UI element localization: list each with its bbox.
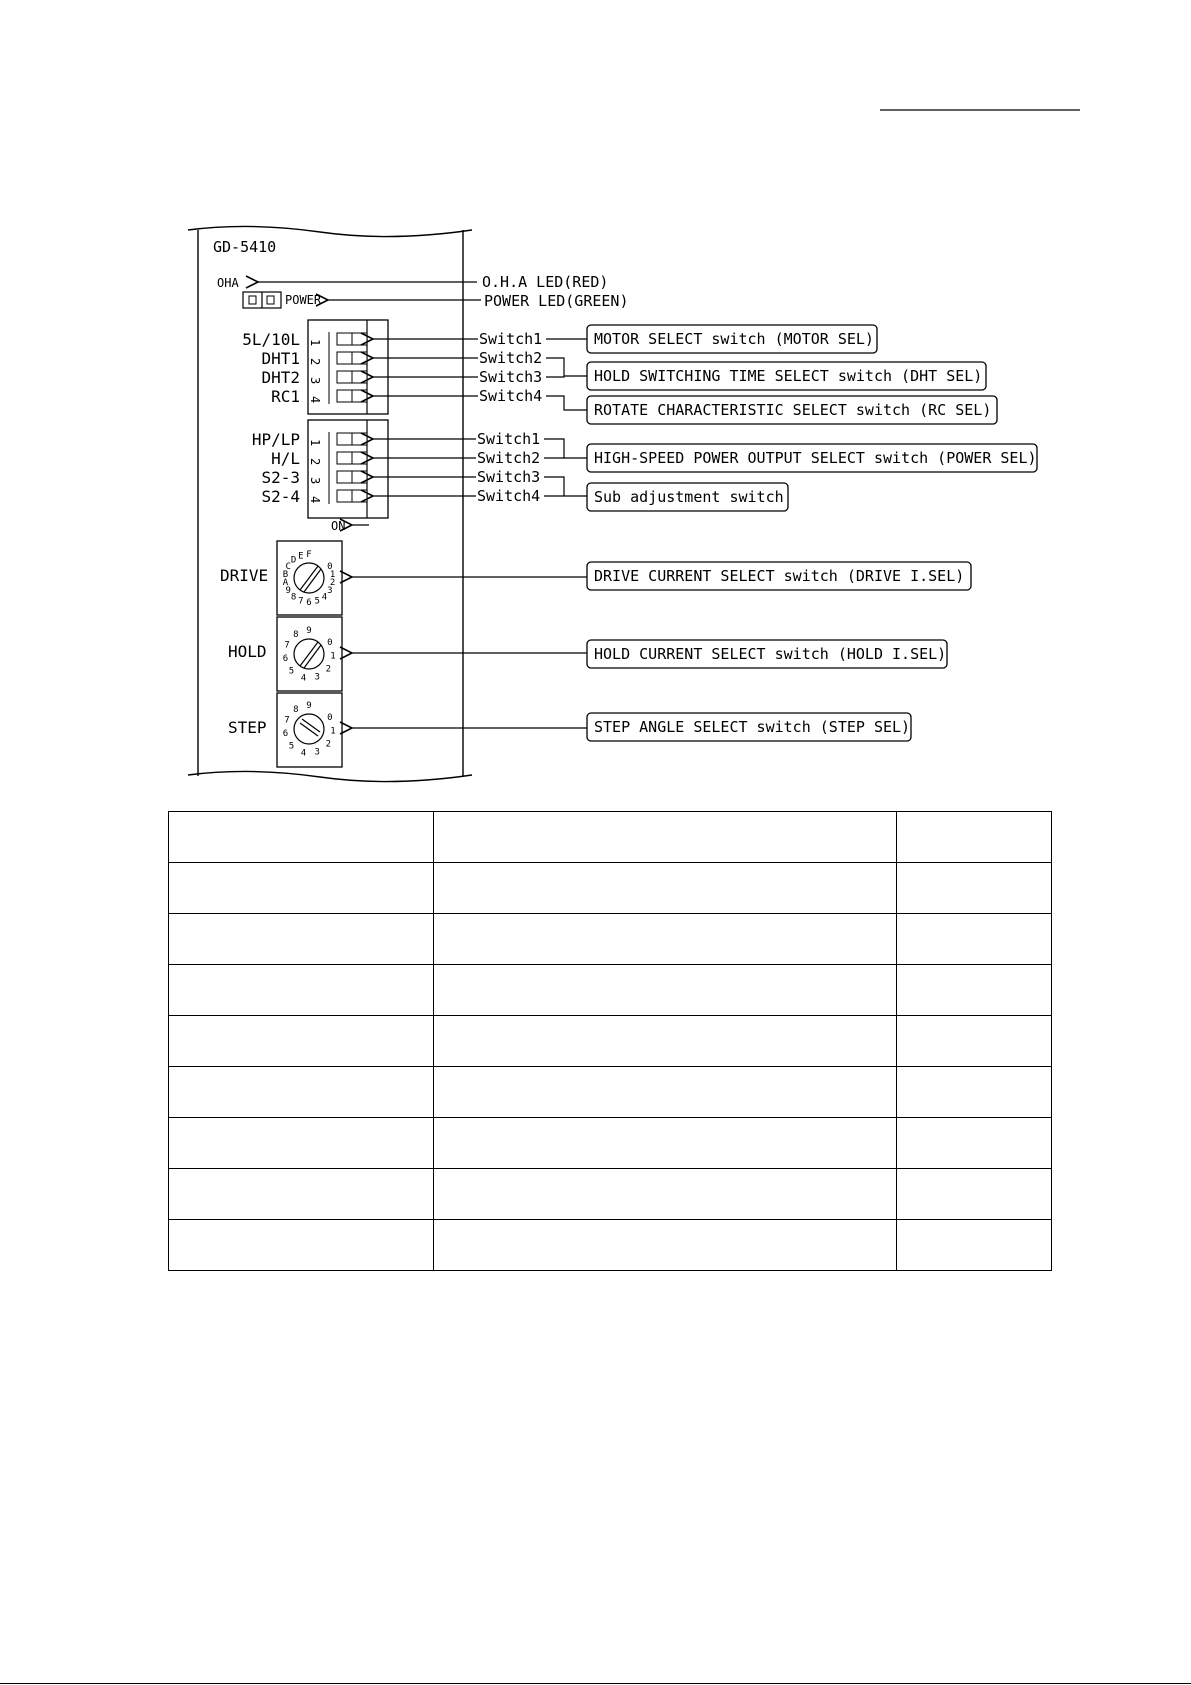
dip2-num-4: 4	[308, 496, 322, 504]
on-label: ON	[331, 519, 346, 533]
dip2-switch-3: Switch3	[477, 468, 541, 486]
dial-digit: F	[306, 550, 312, 560]
table-cell	[897, 863, 1052, 914]
dial-digit: 3	[314, 747, 320, 758]
dial-digit: 7	[298, 596, 304, 607]
table-cell	[897, 1169, 1052, 1220]
dial-digit: 5	[314, 596, 320, 607]
dial-digit: 4	[321, 592, 328, 603]
dial-digit: C	[285, 562, 291, 572]
dial-digit: D	[290, 555, 297, 566]
callout-hold-sel: HOLD CURRENT SELECT switch (HOLD I.SEL)	[594, 645, 947, 663]
dial-digit: 5	[288, 666, 295, 677]
table-cell	[434, 863, 897, 914]
dip1-label-1: 5L/10L	[242, 330, 300, 349]
power-label: POWER	[285, 293, 322, 307]
dip2-switch-4: Switch4	[477, 487, 541, 505]
dial-digit: 2	[325, 664, 332, 675]
dial-digit: 0	[327, 562, 333, 572]
table-cell	[434, 1118, 897, 1169]
dial-digit: 7	[284, 640, 290, 651]
dial-digit: 1	[330, 651, 336, 662]
dial-digit: 4	[300, 673, 307, 684]
callout-sub-adj: Sub adjustment switch	[594, 488, 784, 506]
panel-model: GD-5410	[213, 238, 277, 256]
dial-digit: 9	[285, 586, 291, 596]
dial-digit: 6	[282, 729, 289, 740]
table-cell	[897, 1118, 1052, 1169]
dip2-switch-1: Switch1	[477, 430, 541, 448]
dial-digit: 8	[290, 592, 297, 603]
dip1-num-1: 1	[308, 339, 322, 347]
table-cell	[169, 1067, 434, 1118]
table-row	[169, 1220, 1052, 1271]
dial-digit: B	[282, 569, 289, 580]
callout-drive-sel: DRIVE CURRENT SELECT switch (DRIVE I.SEL)	[594, 567, 965, 585]
table-cell	[169, 1220, 434, 1271]
table-cell	[434, 965, 897, 1016]
dip2-num-2: 2	[308, 458, 322, 466]
table-cell	[897, 812, 1052, 863]
table-row	[169, 1067, 1052, 1118]
dip2-label-4: S2-4	[261, 487, 300, 506]
table-cell	[897, 965, 1052, 1016]
dip1-connectors	[546, 339, 587, 410]
table-cell	[897, 1016, 1052, 1067]
table-cell	[169, 1118, 434, 1169]
oha-led-text: O.H.A LED(RED)	[482, 273, 609, 291]
dip2-num-3: 3	[308, 477, 322, 485]
table-row	[169, 863, 1052, 914]
dial-digit: 9	[306, 626, 312, 636]
dip1-num-4: 4	[308, 396, 322, 404]
table-row	[169, 914, 1052, 965]
table-cell	[434, 1169, 897, 1220]
dial-digit: 3	[327, 586, 333, 596]
table-cell	[897, 914, 1052, 965]
spec-table	[168, 811, 1052, 1271]
dip1-label-3: DHT2	[261, 368, 300, 387]
table-cell	[897, 1220, 1052, 1271]
table-cell	[897, 1067, 1052, 1118]
table-row	[169, 812, 1052, 863]
hold-label: HOLD	[228, 642, 267, 661]
dial-digit: 6	[306, 598, 312, 608]
dip1-switch-1: Switch1	[479, 330, 543, 348]
dial-digit: 2	[329, 578, 336, 589]
dial-digit: 7	[284, 715, 290, 726]
table-cell	[434, 1067, 897, 1118]
dial-digit: A	[282, 578, 289, 589]
dial-digit: 5	[288, 741, 295, 752]
dial-digit: 8	[293, 629, 299, 640]
dip1-label-4: RC1	[271, 387, 300, 406]
drive-label: DRIVE	[220, 566, 269, 585]
callout-power-sel: HIGH-SPEED POWER OUTPUT SELECT switch (POWER SEL)	[594, 449, 1037, 467]
dial-digit: 6	[282, 654, 289, 665]
dip1-num-3: 3	[308, 377, 322, 385]
dial-digit: 9	[306, 701, 312, 711]
table-row	[169, 1016, 1052, 1067]
table-cell	[169, 1169, 434, 1220]
dial-digit: 0	[327, 638, 333, 648]
dial-digit: 1	[329, 569, 336, 580]
table-row	[169, 965, 1052, 1016]
dial-digit: 0	[327, 713, 333, 723]
dip1-switch-4: Switch4	[479, 387, 543, 405]
dip2-label-1: HP/LP	[251, 430, 300, 449]
dial-digit: 2	[325, 739, 332, 750]
dip1-label-2: DHT1	[261, 349, 300, 368]
oha-label: OHA	[217, 276, 239, 290]
table-cell	[434, 914, 897, 965]
step-label: STEP	[228, 718, 267, 737]
dip1-num-2: 2	[308, 358, 322, 366]
dip1-switch-3: Switch3	[479, 368, 543, 386]
table-row	[169, 1169, 1052, 1220]
dip2-connectors	[544, 439, 587, 496]
dip2-label-2: H/L	[271, 449, 300, 468]
table-cell	[434, 812, 897, 863]
page-bottom-rule	[0, 1683, 1191, 1684]
table-cell	[169, 914, 434, 965]
callout-motor-sel: MOTOR SELECT switch (MOTOR SEL)	[594, 330, 874, 348]
dip2-label-3: S2-3	[261, 468, 300, 487]
dial-digit: 1	[330, 726, 336, 737]
table-cell	[434, 1220, 897, 1271]
table-cell	[434, 1016, 897, 1067]
dip-switch-2[interactable]	[308, 420, 388, 518]
table-cell	[169, 1016, 434, 1067]
dip2-switch-2: Switch2	[477, 449, 541, 467]
dial-digit: 3	[314, 672, 320, 683]
dial-digit: E	[298, 551, 304, 562]
dial-digit: 4	[300, 748, 307, 759]
dip1-switch-2: Switch2	[479, 349, 543, 367]
callout-dht-sel: HOLD SWITCHING TIME SELECT switch (DHT SEL)	[594, 367, 983, 385]
table-row	[169, 1118, 1052, 1169]
dip2-num-1: 1	[308, 439, 322, 447]
power-led-text: POWER LED(GREEN)	[484, 292, 629, 310]
table-cell	[169, 863, 434, 914]
callout-rc-sel: ROTATE CHARACTERISTIC SELECT switch (RC SEL)	[594, 401, 992, 419]
table-cell	[169, 812, 434, 863]
table-cell	[169, 965, 434, 1016]
dial-digit: 8	[293, 704, 299, 715]
callout-step-sel: STEP ANGLE SELECT switch (STEP SEL)	[594, 718, 911, 736]
